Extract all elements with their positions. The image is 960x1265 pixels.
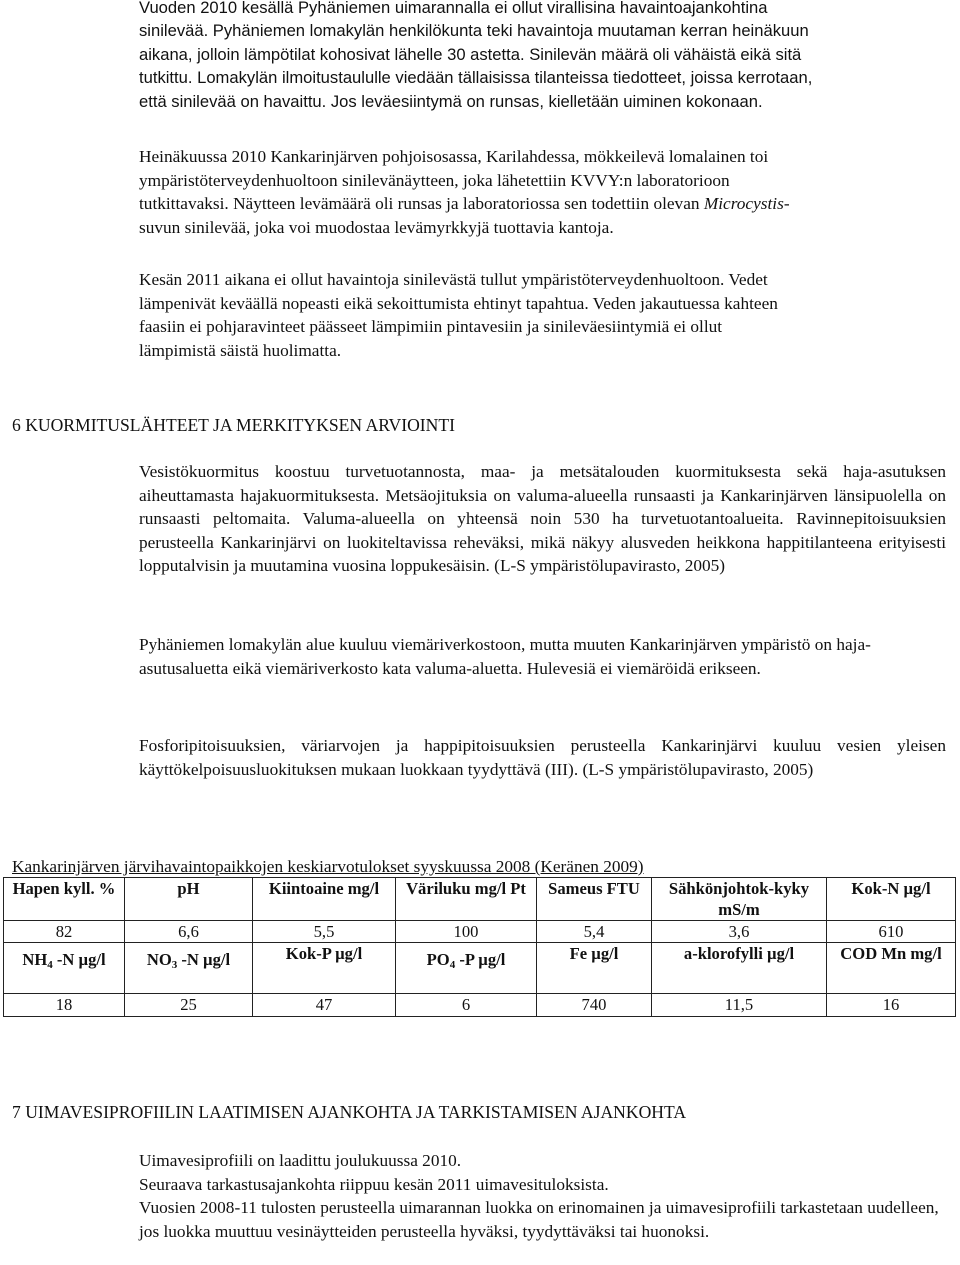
paragraph-2 bbox=[139, 145, 949, 239]
paragraph-3-line: lämpimistä säistä huolimatta. bbox=[139, 340, 342, 360]
table-cell: 82 bbox=[4, 921, 125, 943]
paragraph-2-line: suvun sinilevää, joka voi muodostaa levämyrkkyjä tuottavia kantoja. bbox=[139, 217, 614, 237]
table-header-cell: $NH_4$ -N µg/l bbox=[4, 943, 125, 994]
table-header-cell: Väriluku mg/l Pt bbox=[396, 878, 537, 921]
paragraph-3-line: lämpenivät keväällä nopeasti eikä sekoittumista ehtinyt tapahtua. Veden jakautuessa kahteen bbox=[139, 293, 778, 313]
paragraph-3 bbox=[139, 268, 949, 362]
table-row bbox=[4, 921, 956, 943]
paragraph-1-line: sinilevää. Pyhäniemen lomakylän henkilökunta teki havaintoja muutaman kerran heinäkuun bbox=[139, 21, 809, 41]
paragraph-1 bbox=[139, 0, 949, 113]
paragraph-3-line: faasiin ei pohjaravinteet päässeet lämpimiin pintavesiin ja sinileväesiintymiä ei ollut bbox=[139, 317, 723, 336]
table-header-cell: Sähkönjohtok-kyky mS/m bbox=[652, 878, 827, 921]
section-7-heading: 7 UIMAVESIPROFIILIN LAATIMISEN AJANKOHTA JA TARKISTAMISEN AJANKOHTA bbox=[12, 1102, 687, 1122]
section-7-body bbox=[139, 1149, 939, 1243]
table-cell: 100 bbox=[396, 921, 537, 943]
paragraph-5: Pyhäniemen lomakylän alue kuuluu viemäriverkostoon, mutta muuten Kankarinjärven ympäristö on haja-asutusaluetta eikä viemäriverkosto kata valuma-aluetta. Hulevesiä ei viemäröidä erikseen. bbox=[139, 635, 871, 678]
paragraph-1-line: aikana, jolloin lämpötilat kohosivat lähelle 30 astetta. Sinilevän määrä oli vähäistä eikä sitä bbox=[139, 44, 802, 64]
table-header-cell: Hapen kyll. % bbox=[4, 878, 125, 921]
paragraph-1-line: Vuoden 2010 kesällä Pyhäniemen uimarannalla ei ollut virallisina havaintoajankohtina bbox=[139, 0, 768, 17]
table-cell: 6,6 bbox=[125, 921, 253, 943]
table-header-cell: pH bbox=[125, 878, 253, 921]
section-7-line: Seuraava tarkastusajankohta riippuu kesän 2011 uimavesituloksista. bbox=[139, 1174, 609, 1194]
table-cell: 6 bbox=[396, 994, 537, 1017]
section-7-line: Uimavesiprofiili on laadittu joulukuussa 2010. bbox=[139, 1151, 462, 1170]
table-caption: Kankarinjärven järvihavaintopaikkojen keskiarvotulokset syyskuussa 2008 (Keränen 2009) bbox=[12, 857, 644, 876]
table-cell: 740 bbox=[537, 994, 652, 1017]
section-7-line: Vuosien 2008-11 tulosten perusteella uimarannan luokka on erinomainen ja uimavesiprofiili tarkastetaan uudelleen, jos luokka muuttuu vesinäytteiden perusteella hyväksi, tyydyttäväksi tai huonoksi. bbox=[139, 1198, 939, 1241]
table-header-cell: COD Mn mg/l bbox=[827, 943, 956, 994]
table-cell: 47 bbox=[253, 994, 396, 1017]
paragraph-4: Vesistökuormitus koostuu turvetuotannosta, maa- ja metsätalouden kuormituksesta sekä haja-asutuksen aiheuttamasta hajakuormituksesta. Metsäojituksia on valuma-alueella runsaasti ja Kankarinjärven länsipuolella on runsaasti peltomaita. Valuma-alueella on yhteensä noin 530 ha turvetuotantoalueita. Ravinnepitoisuuksien perusteella Kankarinjärvi on luokiteltavissa reheväksi, mikä näkyy alusveden heikkona happitilanteena erityisesti lopputalvisin ja muutamina vuosina loppukesäisin. (L-S ympäristölupavirasto, 2005) bbox=[139, 462, 946, 575]
table-header-cell: Kok-N µg/l bbox=[827, 878, 956, 921]
table-header-cell: Sameus FTU bbox=[537, 878, 652, 921]
table-cell: 5,5 bbox=[253, 921, 396, 943]
table-header-cell: $NO_3$ -N µg/l bbox=[125, 943, 253, 994]
paragraph-1-line: että sinilevää on havaittu. Jos leväesiintymä on runsas, kielletään uiminen kokonaan. bbox=[139, 91, 763, 111]
paragraph-3-line: Kesän 2011 aikana ei ollut havaintoja sinilevästä tullut ympäristöterveydenhuoltoon. Vedet bbox=[139, 270, 768, 289]
table-cell: 610 bbox=[827, 921, 956, 943]
table-header-row bbox=[4, 943, 956, 994]
table-header-row bbox=[4, 878, 956, 921]
table-cell: 3,6 bbox=[652, 921, 827, 943]
section-6-heading: 6 KUORMITUSLÄHTEET JA MERKITYKSEN ARVIOINTI bbox=[12, 415, 455, 435]
paragraph-6: Fosforipitoisuuksien, väriarvojen ja happipitoisuuksien perusteella Kankarinjärvi kuuluu vesien yleisen käyttökelpoisuusluokituksen mukaan luokkaan tyydyttävä (III). (L-S ympäristölupavirasto, 2005) bbox=[139, 736, 946, 779]
paragraph-2-line: tutkittavaksi. Näytteen levämäärä oli runsas ja laboratoriossa sen todettiin olevan bbox=[139, 194, 700, 213]
table-header-cell: Kok-P µg/l bbox=[253, 943, 396, 994]
genus-name: Microcystis- bbox=[703, 194, 790, 213]
table-cell: 5,4 bbox=[537, 921, 652, 943]
table-cell: 16 bbox=[827, 994, 956, 1017]
table-header-cell: Kiintoaine mg/l bbox=[253, 878, 396, 921]
table-header-cell: Fe µg/l bbox=[537, 943, 652, 994]
water-quality-table bbox=[3, 877, 956, 1017]
table-row bbox=[4, 994, 956, 1017]
table-header-cell: $PO_4$ -P µg/l bbox=[396, 943, 537, 994]
table-cell: 11,5 bbox=[652, 994, 827, 1017]
table-cell: 25 bbox=[125, 994, 253, 1017]
paragraph-2-line: Heinäkuussa 2010 Kankarinjärven pohjoisosassa, Karilahdessa, mökkeilevä lomalainen toi bbox=[139, 147, 769, 166]
table-header-cell: a-klorofylli µg/l bbox=[652, 943, 827, 994]
paragraph-1-line: tutkittu. Lomakylän ilmoitustaululle viedään tällaisissa tilanteissa tiedotteet, joissa kerrotaan, bbox=[139, 68, 813, 88]
paragraph-2-line: ympäristöterveydenhuoltoon sinilevänäytteen, joka lähetettiin KVVY:n laboratorioon bbox=[139, 170, 730, 190]
table-cell: 18 bbox=[4, 994, 125, 1017]
